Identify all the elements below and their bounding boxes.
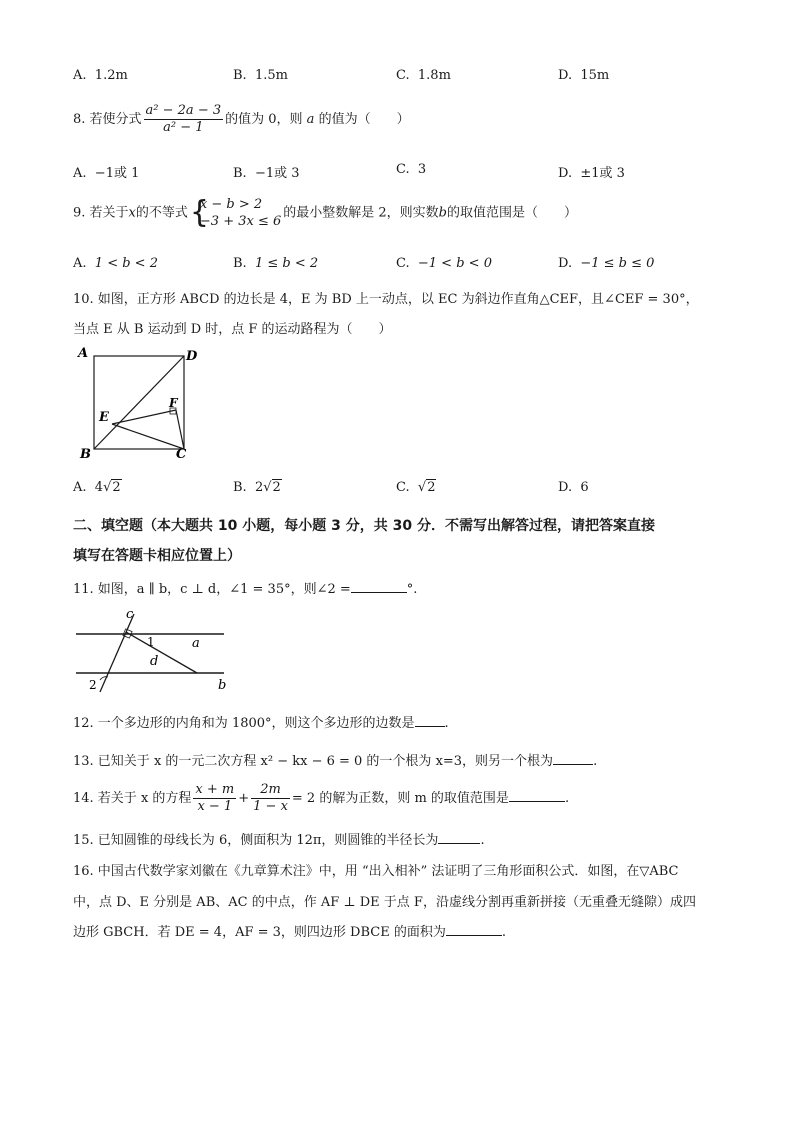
q10-stem-line2: 当点 E 从 B 运动到 D 时，点 F 的运动路程为（ ） — [73, 322, 392, 337]
fig-label-c: c — [126, 607, 134, 622]
q16-stem-line2: 中，点 D、E 分别是 AB、AC 的中点，作 AF ⊥ DE 于点 F，沿虚线分割再重新拼接（无重叠无缝隙）成四 — [73, 895, 696, 910]
fig-label-e: E — [99, 410, 109, 425]
q8-option-d: D. ±1或 3 — [558, 166, 625, 181]
fig-label-1: 1 — [147, 635, 155, 649]
fig-label-d: d — [150, 654, 159, 669]
q10-option-a: A. 4√2 — [73, 480, 121, 495]
q13-answer-blank[interactable] — [553, 752, 593, 765]
fig-label-d: D — [186, 349, 198, 364]
fig-label-a: a — [192, 636, 200, 651]
q16-stem-line3: 边形 GBCH．若 DE = 4，AF = 3，则四边形 DBCE 的面积为 . — [73, 925, 506, 940]
q9-option-c: C. −1 < b < 0 — [396, 256, 492, 271]
q12-stem: 12. 一个多边形的内角和为 1800°，则这个多边形的边数是 . — [73, 716, 449, 731]
q10-square-figure — [72, 344, 202, 464]
section2-heading-line1: 二、填空题（本大题共 10 小题，每小题 3 分，共 30 分．不需写出解答过程，请把答案直接 — [73, 518, 655, 534]
q8-fraction: $\frac{\text{a² − 2a − 3}}{\text{a² − 1}}$ — [145, 103, 222, 135]
q14-fraction-2: $\frac{2m}{1 - x}$ — [253, 782, 288, 814]
q7-option-d: D. 15m — [558, 68, 610, 83]
q14-stem: 14. 若关于 x 的方程 $\frac{x + m}{x - 1}$ + $\frac{2m}{1 - x}$ = 2 的解为正数，则 m 的取值范围是 . — [73, 782, 570, 814]
fig-label-2: 2 — [89, 678, 97, 692]
q11-answer-blank[interactable] — [351, 580, 407, 593]
q15-stem: 15. 已知圆锥的母线长为 6，侧面积为 12π，则圆锥的半径长为 . — [73, 833, 485, 848]
q9-option-b: B. 1 ≤ b < 2 — [233, 256, 319, 271]
q11-stem: 11. 如图，a ∥ b，c ⊥ d，∠1 = 35°，则∠2 = °. — [73, 582, 418, 597]
q14-fraction-1: $\frac{x + m}{x - 1}$ — [195, 782, 235, 814]
fig-label-b: b — [218, 678, 227, 693]
q7-option-b: B. 1.5m — [233, 68, 288, 83]
fig-label-b: B — [80, 447, 91, 462]
q9-option-a: A. 1 < b < 2 — [73, 256, 158, 271]
q7-option-a: A. 1.2m — [73, 68, 128, 83]
fig-label-c: C — [176, 447, 187, 462]
q8-option-a: A. −1或 1 — [73, 166, 140, 181]
q13-stem: 13. 已知关于 x 的一元二次方程 x² − kx − 6 = 0 的一个根为 x=3，则另一个根为 . — [73, 754, 598, 769]
q14-answer-blank[interactable] — [509, 789, 565, 802]
q8-option-b: B. −1或 3 — [233, 166, 300, 181]
q12-answer-blank[interactable] — [415, 714, 445, 727]
q8-stem: 8. 若使分式 $\frac{\text{a² − 2a − 3}}{\text{a² − 1}}$ 的值为 0，则 a 的值为（ ） — [73, 103, 410, 135]
q10-option-c: C. √2 — [396, 480, 436, 495]
q9-stem: 9. 若关于x的不等式 { x − b > 2 −3 + 3x ≤ 6 的最小整数解是 2，则实数b的取值范围是（ ） — [73, 195, 578, 230]
q9-option-d: D. −1 ≤ b ≤ 0 — [558, 256, 655, 271]
q15-answer-blank[interactable] — [438, 831, 480, 844]
fig-label-a: A — [78, 346, 89, 361]
q11-parallel-lines-figure — [72, 606, 232, 696]
q7-option-c: C. 1.8m — [396, 68, 451, 83]
section2-heading-line2: 填写在答题卡相应位置上） — [73, 548, 241, 564]
q8-option-c: C. 3 — [396, 162, 427, 177]
q10-stem-line1: 10. 如图，正方形 ABCD 的边长是 4，E 为 BD 上一动点，以 EC 为斜边作直角△CEF，且∠CEF = 30°， — [73, 292, 699, 307]
q16-stem-line1: 16. 中国古代数学家刘徽在《九章算术注》中，用 “出入相补” 法证明了三角形面积公式．如图，在▽ABC — [73, 864, 679, 879]
q10-option-b: B. 2√2 — [233, 480, 281, 495]
q9-inequality-system: { x − b > 2 −3 + 3x ≤ 6 — [189, 195, 282, 230]
fig-label-f: F — [169, 396, 178, 410]
q16-answer-blank[interactable] — [446, 923, 502, 936]
q10-option-d: D. 6 — [558, 480, 589, 495]
